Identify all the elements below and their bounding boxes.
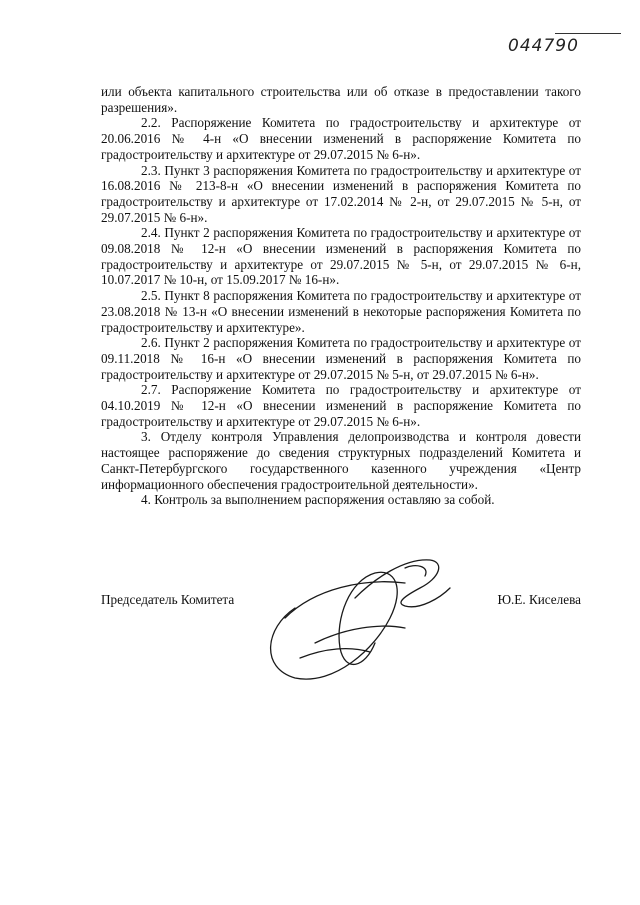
registration-number-stamp: 044790 (508, 36, 579, 56)
paragraph-2-6: 2.6. Пункт 2 распоряжения Комитета по градостроительству и архитектуре от 09.11.2018 № 16-н «О внесении изменений в распоряжения Комитета по градостроительству и архитектуре от 29.07.2015 № 5-н, от 29.07.2015 № 6-н». (101, 335, 581, 382)
handwritten-signature (255, 548, 455, 688)
signer-position: Председатель Комитета (101, 592, 235, 607)
paragraph-2-5: 2.5. Пункт 8 распоряжения Комитета по градостроительству и архитектуре от 23.08.2018 № 13-н «О внесении изменений в некоторые распоряжения Комитета по градостроительству и архитектуре». (101, 288, 581, 335)
paragraph-continuation: или объекта капитального строительства или об отказе в предоставлении такого разрешения». (101, 84, 581, 115)
paragraph-3: 3. Отделу контроля Управления делопроизводства и контроля довести настоящее распоряжение до сведения структурных подразделений Комитета и Санкт-Петербургского государственного казенного учреждения «Центр информационного обеспечения градостроительной деятельности». (101, 429, 581, 492)
paragraph-2-4: 2.4. Пункт 2 распоряжения Комитета по градостроительству и архитектуре от 09.08.2018 № 12-н «О внесении изменений в распоряжения Комитета по градостроительству и архитектуре от 29.07.2015 № 5-н, от 29.07.2015 № 6-н, 10.07.2017 № 10-н, от 15.09.2017 № 16-н». (101, 225, 581, 288)
signer-name: Ю.Е. Киселева (497, 592, 581, 607)
paragraph-4: 4. Контроль за выполнением распоряжения оставляю за собой. (141, 492, 495, 508)
paragraph-2-3: 2.3. Пункт 3 распоряжения Комитета по градостроительству и архитектуре от 16.08.2016 № 213-8-н «О внесении изменений в распоряжения Комитета по градостроительству и архитектуре от 17.02.2014 № 2-н, от 29.07.2015 № 5-н, от 29.07.2015 № 6-н». (101, 162, 581, 225)
paragraph-2-2: 2.2. Распоряжение Комитета по градостроительству и архитектуре от 20.06.2016 № 4-н «О внесении изменений в распоряжение Комитета по градостроительству и архитектуре от 29.07.2015 № 6-н». (101, 115, 581, 162)
stamp-underline (555, 33, 621, 34)
document-body (101, 84, 581, 508)
paragraph-2-7: 2.7. Распоряжение Комитета по градостроительству и архитектуре от 04.10.2019 № 12-н «О внесении изменений в распоряжение Комитета по градостроительству и архитектуре от 29.07.2015 № 6-н». (101, 382, 581, 429)
